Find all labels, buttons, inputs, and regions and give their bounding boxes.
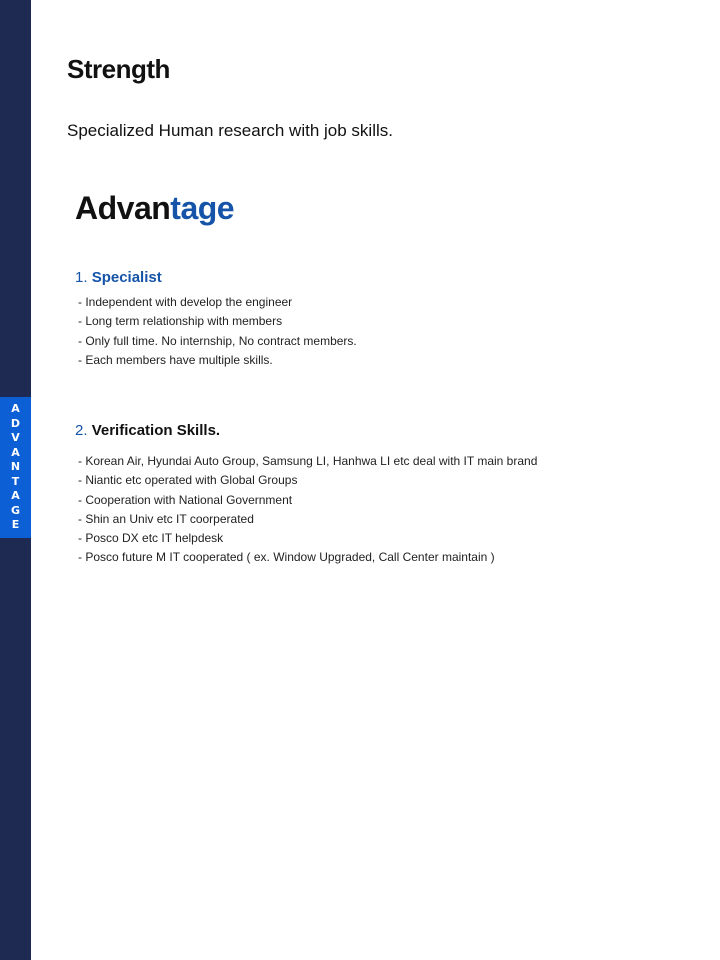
group-verification-skills [75,422,537,568]
list-item: - Cooperation with National Government [78,492,293,507]
list-item: - Posco future M IT cooperated ( ex. Window Upgraded, Call Center maintain ) [78,550,495,565]
group-number: 1. [75,269,88,286]
list-item: - Niantic etc operated with Global Groups [78,473,298,488]
side-tab-letter: A [11,445,20,459]
list-item: - Shin an Univ etc IT coorperated [78,511,254,526]
page-title: Strength [67,54,170,84]
group-specialist [75,269,357,370]
side-tab-letter: T [11,474,20,488]
list-item: - Long term relationship with members [78,314,283,329]
side-tab-letter: V [11,431,20,445]
group-title-text: Verification Skills. [91,422,221,439]
section-heading-dark-part: Advan [75,190,171,226]
side-tab-letter: A [11,402,20,416]
list-item: - Each members have multiple skills. [78,352,273,367]
bullet-list [75,293,357,370]
group-title [75,422,537,452]
list-item: - Posco DX etc IT helpdesk [78,531,224,546]
side-tab-letter: N [10,460,21,474]
section-heading-blue-part: tage [170,190,235,226]
group-number: 2. [75,422,88,439]
group-title [75,269,357,293]
list-item: - Independent with develop the engineer [78,295,293,309]
side-tab-advantage [0,397,31,538]
list-item: - Only full time. No internship, No contract members. [78,333,357,348]
side-tab-letter: E [11,518,20,532]
bullet-list [75,452,537,568]
list-item: - Korean Air, Hyundai Auto Group, Samsung LI, Hanhwa LI etc deal with IT main brand [78,454,538,468]
side-tab-letter: A [11,489,20,503]
side-tab-letter: D [10,416,21,430]
page-subtitle: Specialized Human research with job skills. [67,121,393,140]
group-title-text: Specialist [91,269,162,286]
side-tab-letter: G [10,503,21,517]
section-heading [75,190,234,227]
